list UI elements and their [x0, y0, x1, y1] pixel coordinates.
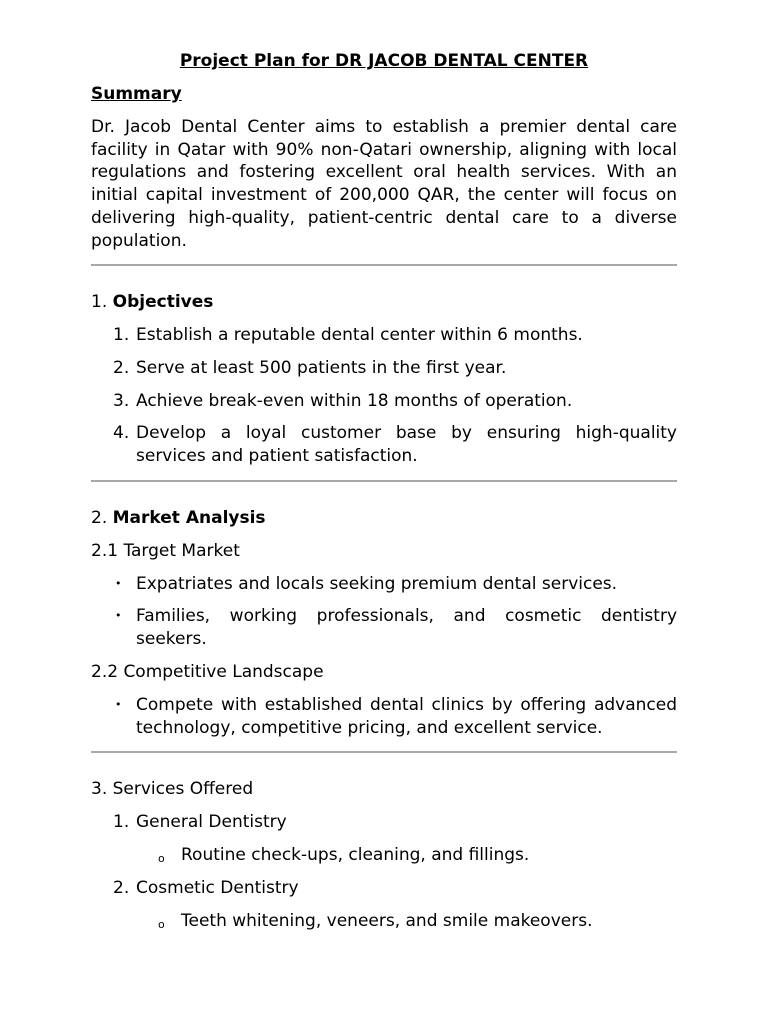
service-detail: [91, 910, 677, 933]
objectives-number: 1.: [91, 292, 108, 313]
list-number: 1.: [113, 812, 130, 833]
list-item: [91, 573, 677, 596]
market-analysis-title: Market Analysis: [112, 507, 266, 528]
objective-text: Serve at least 500 patients in the first year.: [136, 357, 507, 378]
target-market-list: [91, 573, 677, 651]
objective-text: Develop a loyal customer base by ensuring high-quality services and patient satisfaction.: [136, 423, 677, 467]
section-divider: [91, 751, 677, 753]
section-divider: [91, 264, 677, 266]
objectives-title: Objectives: [112, 292, 214, 313]
bullet-icon: •: [115, 576, 122, 590]
objective-item: [91, 422, 677, 467]
objective-item: [91, 324, 677, 347]
service-detail-text: Routine check-ups, cleaning, and fillings.: [181, 845, 530, 866]
objectives-list: [91, 324, 677, 468]
service-name: Cosmetic Dentistry: [136, 878, 299, 899]
objective-item: [91, 390, 677, 413]
competitive-landscape-heading: 2.2 Competitive Landscape: [91, 661, 324, 682]
section-divider: [91, 480, 677, 482]
service-item: [91, 811, 677, 834]
bullet-icon: •: [115, 609, 122, 623]
target-market-heading: 2.1 Target Market: [91, 540, 240, 561]
summary-heading: Summary: [91, 84, 182, 104]
list-item-text: Compete with established dental clinics by offering advanced technology, competitive pricing, and excellent service.: [136, 694, 677, 738]
circle-bullet-icon: o: [158, 852, 165, 866]
list-item-text: Families, working professionals, and cosmetic dentistry seekers.: [136, 606, 677, 650]
service-item: [91, 877, 677, 900]
competitive-landscape-list: [91, 694, 677, 739]
market-analysis-heading: [91, 507, 677, 530]
list-item: [91, 605, 677, 650]
list-item: [91, 694, 677, 739]
service-detail-text: Teeth whitening, veneers, and smile makeovers.: [181, 911, 593, 932]
list-number: 2.: [113, 357, 130, 378]
circle-bullet-icon: o: [158, 918, 165, 932]
service-name: General Dentistry: [136, 812, 287, 833]
service-detail: [91, 844, 677, 867]
list-number: 3.: [113, 390, 130, 411]
objectives-heading: [91, 291, 677, 314]
objective-text: Establish a reputable dental center within 6 months.: [136, 325, 583, 346]
list-item-text: Expatriates and locals seeking premium dental services.: [136, 573, 618, 594]
document-title: Project Plan for DR JACOB DENTAL CENTER: [179, 51, 589, 71]
bullet-icon: •: [115, 697, 122, 711]
market-analysis-number: 2.: [91, 507, 108, 528]
list-number: 2.: [113, 878, 130, 899]
summary-text: Dr. Jacob Dental Center aims to establish a premier dental care facility in Qatar with 90% non-Qatari ownership, aligning with local regulations and fostering excellent oral health services. With an initial capital investment of 200,000 QAR, the center will focus on delivering high-quality, patient-centric dental care to a diverse population.: [91, 117, 677, 251]
list-number: 4.: [113, 423, 130, 444]
list-number: 1.: [113, 325, 130, 346]
services-heading: 3. Services Offered: [91, 779, 254, 800]
objective-text: Achieve break-even within 18 months of operation.: [136, 390, 573, 411]
objective-item: [91, 357, 677, 380]
